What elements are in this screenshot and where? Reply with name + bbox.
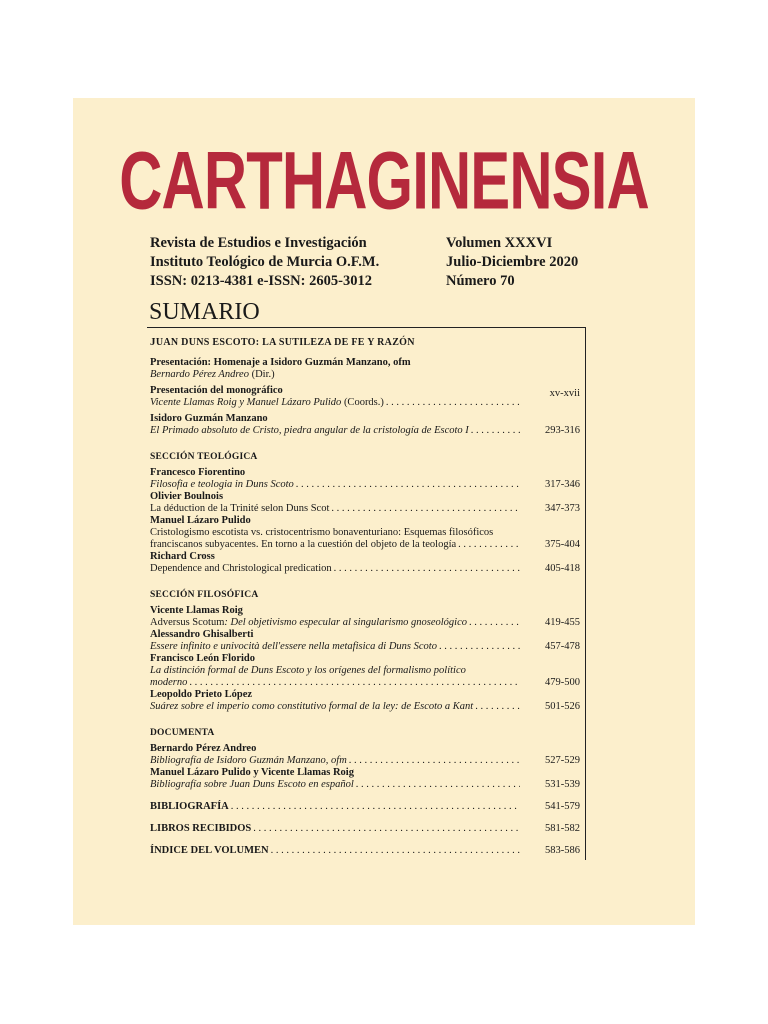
- toc-entry-bibliografia[interactable]: BIBLIOGRAFÍA . . . 541-579: [150, 801, 584, 813]
- journal-cover: [73, 98, 695, 925]
- section-heading: SECCIÓN FILOSÓFICA: [150, 590, 259, 600]
- toc-entry[interactable]: Bernardo Pérez Andreo Bibliografía de Isidoro Guzmán Manzano, ofm . . . 527-529: [150, 743, 584, 767]
- toc-entry[interactable]: Leopoldo Prieto López Suárez sobre el imperio como constitutivo formal de la ley: de Escoto a Kant . . . 501-526: [150, 689, 584, 713]
- section-heading: DOCUMENTA: [150, 728, 215, 738]
- issue-period: Julio-Diciembre 2020: [446, 254, 579, 270]
- toc-entry[interactable]: Isidoro Guzmán Manzano El Primado absoluto de Cristo, piedra angular de la cristología de Escoto I . . . 293-316: [150, 413, 584, 437]
- issue-number: Número 70: [446, 273, 515, 289]
- journal-info: [150, 234, 379, 291]
- toc-entry-indice[interactable]: ÍNDICE DEL VOLUMEN . . . 583-586: [150, 845, 584, 857]
- issue-volume: Volumen XXXVI: [446, 235, 553, 251]
- journal-title: CARTHAGINENSIA: [119, 135, 649, 227]
- monograph-heading: JUAN DUNS ESCOTO: LA SUTILEZA DE FE Y RAZÓN: [150, 336, 415, 348]
- toc-entry[interactable]: Francesco Fiorentino Filosofia e teologia in Duns Scoto . . . 317-346: [150, 467, 584, 491]
- toc-entry[interactable]: Alessandro Ghisalberti Essere infinito e univocità dell'essere nella metafisica di Duns Scoto . . . 457-478: [150, 629, 584, 653]
- table-of-contents: [150, 336, 584, 857]
- toc-entry[interactable]: Olivier Boulnois La déduction de la Trinité selon Duns Scot . . . 347-373: [150, 491, 584, 515]
- toc-entry[interactable]: Richard Cross Dependence and Christological predication . . . 405-418: [150, 551, 584, 575]
- toc-entry[interactable]: Presentación: Homenaje a Isidoro Guzmán Manzano, ofm Bernardo Pérez Andreo (Dir.): [150, 357, 411, 380]
- toc-entry[interactable]: Manuel Lázaro Pulido Cristologismo escotista vs. cristocentrismo bonaventuriano: Esquemas filosóficos franciscanos subyacentes. En torno a la cuestión del objeto de la teología . . . 375-404: [150, 515, 584, 551]
- section-heading: SECCIÓN TEOLÓGICA: [150, 452, 258, 462]
- toc-entry-libros[interactable]: LIBROS RECIBIDOS . . . 581-582: [150, 823, 584, 835]
- toc-entry[interactable]: Francisco León Florido La distinción formal de Duns Escoto y los orígenes del formalismo político moderno . . . 479-500: [150, 653, 584, 689]
- sumario-heading: SUMARIO: [149, 299, 260, 325]
- journal-institute: Instituto Teológico de Murcia O.F.M.: [150, 254, 380, 270]
- toc-entry[interactable]: Manuel Lázaro Pulido y Vicente Llamas Roig Bibliografía sobre Juan Duns Escoto en español . . . 531-539: [150, 767, 584, 791]
- journal-issn: ISSN: 0213-4381 e-ISSN: 2605-3012: [150, 273, 372, 289]
- toc-entry[interactable]: Vicente Llamas Roig Adversus Scotum: Del objetivismo especular al singularismo gnoseológico . . . 419-455: [150, 605, 584, 629]
- toc-entry[interactable]: Presentación del monográfico Vicente Llamas Roig y Manuel Lázaro Pulido (Coords.) . . . xv-xvii: [150, 385, 584, 409]
- issue-info: [446, 234, 578, 291]
- journal-subtitle: Revista de Estudios e Investigación: [150, 235, 367, 251]
